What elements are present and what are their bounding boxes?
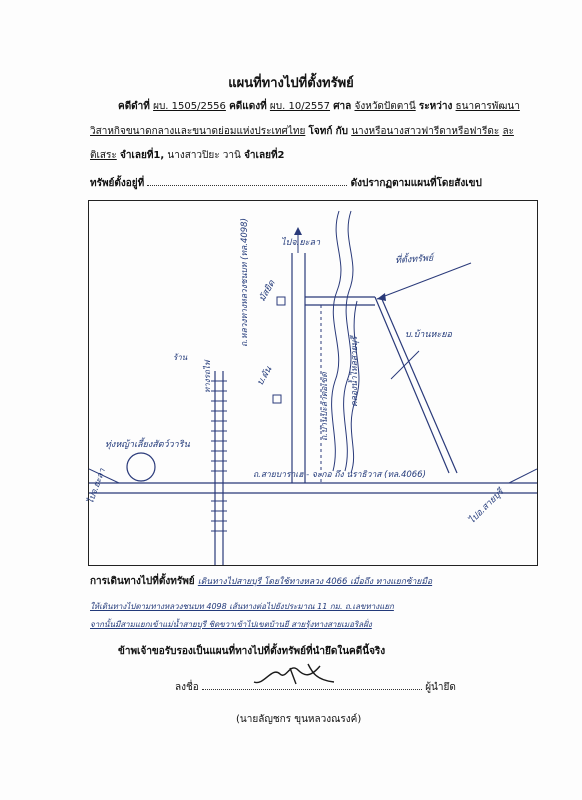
court-label: ศาล xyxy=(333,101,352,112)
arrow-head-property xyxy=(377,293,386,301)
defendant-1-part-2: ติเสระ xyxy=(90,150,117,161)
defendant-1-label: จำเลยที่1, xyxy=(119,150,165,161)
label-pond: ทุ่งหญ้าเลี้ยงสัตว์วาริน xyxy=(105,440,190,450)
directions-label: การเดินทางไปที่ตั้งทรัพย์ xyxy=(90,576,195,587)
page-title: แผนที่ทางไปที่ตั้งทรัพย์ xyxy=(228,76,354,91)
directions-text-1: เดินทางไปสายบุรี โดยใช้ทางหลวง 4066 เมื่อถึง ทางแยกซ้ายมือ xyxy=(197,577,433,587)
right-road-arrow xyxy=(509,469,537,483)
railway-ties xyxy=(211,381,227,531)
signature-label: ลงชื่อ xyxy=(175,682,199,693)
case-line-1 xyxy=(118,99,520,114)
case-line-2 xyxy=(90,124,514,139)
house-marker-left xyxy=(273,395,281,403)
north-arrow-head xyxy=(294,227,302,235)
black-case-number: ผบ. 1505/2556 xyxy=(153,101,226,112)
map-frame xyxy=(85,200,538,566)
location-suffix: ดังปรากฏตามแผนที่โดยสังเขป xyxy=(350,178,482,189)
handwritten-signature xyxy=(250,656,340,692)
with-label: กับ xyxy=(335,126,349,137)
location-line xyxy=(90,176,482,191)
plaintiff-part-2: วิสาหกิจขนาดกลางและขนาดย่อมแห่งประเทศไทย xyxy=(90,126,306,137)
arrow-to-property xyxy=(377,263,471,299)
defendant-1-part-1-tail: ละ xyxy=(502,126,514,137)
signature-role: ผู้นำยึด xyxy=(425,682,456,693)
pond-circle xyxy=(127,453,155,481)
certification-text: ข้าพเจ้าขอรับรองเป็นแผนที่ทางไปที่ตั้งทรัพย์ที่นำยึดในคดีนี้จริง xyxy=(118,646,386,657)
diag-road-1 xyxy=(375,297,449,473)
label-village-road: ถ.บ้านปะลาตอเขต xyxy=(320,372,330,441)
directions-line-3: จากนั้นมีสามแยกเข้าแม่น้ำสายบุรี ชิดขวาเข้าไปเขตบ้านยี สายรุ้งทางสายเมอริลฝั่ง xyxy=(90,620,372,629)
label-house-right: บ.บ้านหะยอ xyxy=(405,330,452,340)
red-case-label: คดีแดงที่ xyxy=(229,101,267,112)
label-property: ที่ตั้งทรัพย์ xyxy=(394,253,434,267)
label-left-road: ไปจ.ยะลา xyxy=(85,467,108,506)
defendant-2-label: จำเลยที่2 xyxy=(244,150,285,161)
mosque-marker xyxy=(277,297,285,305)
case-line-3 xyxy=(90,148,285,163)
signer-name: (นายลัญชกร ขุนหลวงณรงค์) xyxy=(236,714,362,725)
diag-road-2 xyxy=(381,297,457,473)
label-to-saiburi: ไปอ.สายบุรี xyxy=(467,487,506,527)
between-label: ระหว่าง xyxy=(418,101,453,112)
plaintiff-part-1: ธนาคารพัฒนา xyxy=(455,101,520,112)
black-case-label: คดีดำที่ xyxy=(118,101,150,112)
label-river: คลองน้ำไหลสายบุรี xyxy=(350,336,360,407)
defendant-1-part-1: นางหรือนางสาวฟารีดาหรือฟารีดะ xyxy=(351,126,500,137)
label-bottom-road: ถ.สายบาราเฮ - จะกอ ถึง นราธิวาส (ทล.4066) xyxy=(253,470,426,480)
plaintiff-label: โจทก์ xyxy=(308,126,333,137)
directions-line-1 xyxy=(90,574,432,589)
label-house-left: บ.ผัน xyxy=(255,365,275,388)
red-case-number: ผบ. 10/2557 xyxy=(269,101,331,112)
defendant-2-name: นางสาวปิยะ วานิ xyxy=(167,150,241,161)
label-mosque: มัสยิด xyxy=(257,278,278,304)
label-shop: ร้าน xyxy=(173,353,188,362)
label-to-yala-top: ไปจ.ยะลา xyxy=(281,238,321,248)
court-name: จังหวัดปัตตานี xyxy=(354,101,416,112)
directions-line-2: ให้เดินทางไปตามทางหลวงชนบท 4098 เส้นทางต่อไปยังประมาณ 11 กม. ถ.เลขทางแยก xyxy=(90,602,394,611)
river-line-1 xyxy=(332,211,341,471)
label-vertical-road: ถ.หลวงทางหลวงชนบท (ทล.4098) xyxy=(240,218,250,347)
location-label: ทรัพย์ตั้งอยู่ที่ xyxy=(90,178,145,189)
label-railway: ทางรถไฟ xyxy=(203,360,212,393)
